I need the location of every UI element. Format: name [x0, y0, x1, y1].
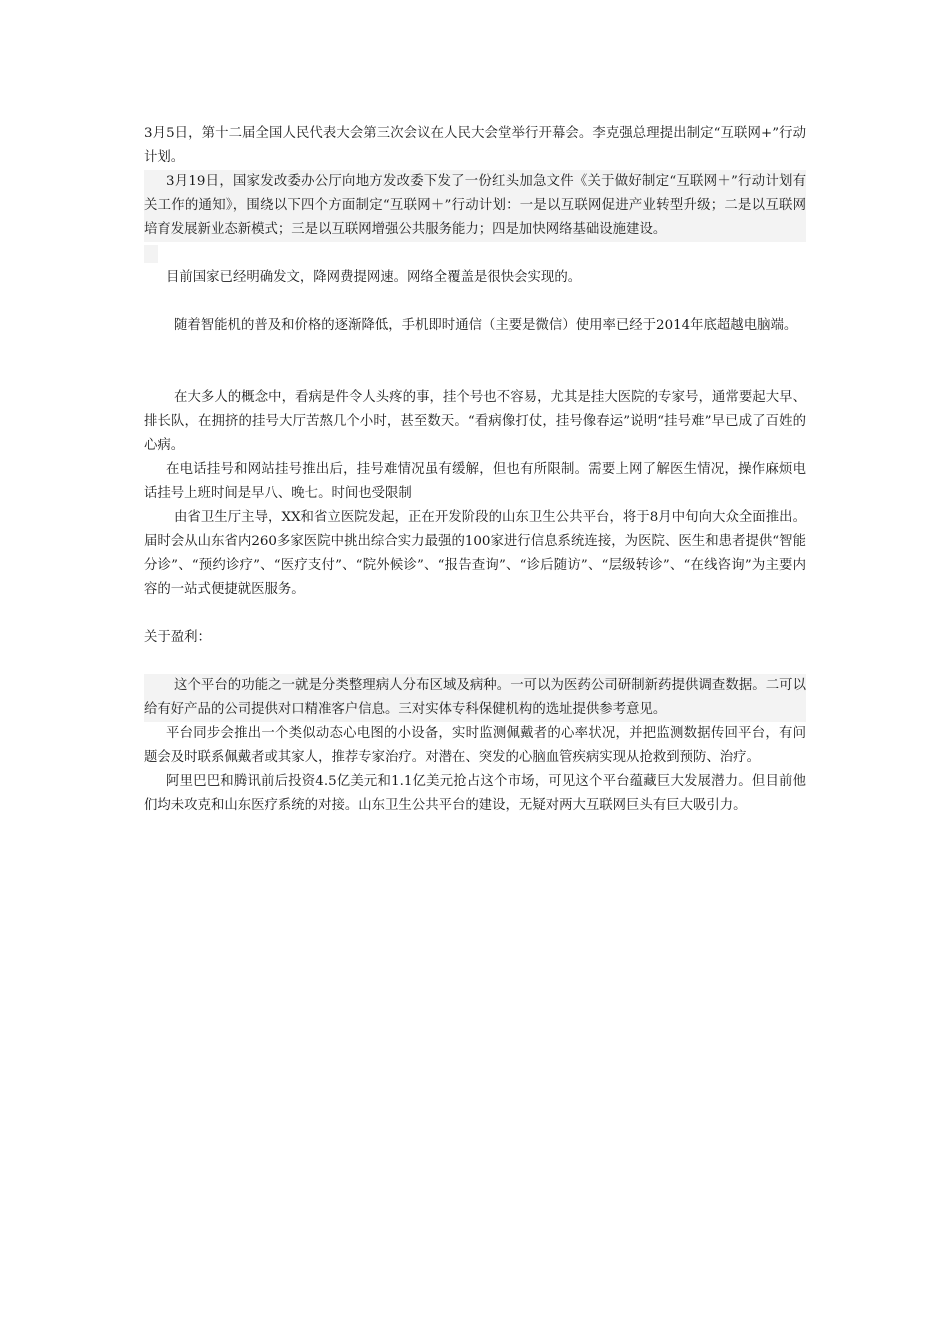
paragraph-npc-meeting: 3月5日，第十二届全国人民代表大会第三次会议在人民大会堂举行开幕会。李克强总理提出制定“互联网+”行动计划。: [144, 126, 806, 165]
paragraph-gap: [144, 362, 806, 386]
paragraph-platform-functions: 这个平台的功能之一就是分类整理病人分布区域及病种。一可以为医药公司研制新药提供调查数据。二可以给有好产品的公司提供对口精准客户信息。三对实体专科保健机构的选址提供参考意见。: [144, 674, 806, 722]
paragraph-network-speed: 目前国家已经明确发文，降网费提网速。网络全覆盖是很快会实现的。: [166, 270, 582, 285]
paragraph-phone-registration: 在电话挂号和网站挂号推出后，挂号难情况虽有缓解，但也有所限制。需要上网了解医生情况，操作麻烦电话挂号上班时间是早八、晚七。时间也受限制: [144, 462, 806, 501]
paragraph-ecg-device: 平台同步会推出一个类似动态心电图的小设备，实时监测佩戴者的心率状况，并把监测数据传回平台，有问题会及时联系佩戴者或其家人，推荐专家治疗。对潜在、突发的心脑血管疾病实现从抢救到预防、治疗。: [144, 726, 806, 765]
paragraph-mobile-im: 随着智能机的普及和价格的逐渐降低，手机即时通信（主要是微信）使用率已经于2014年底超越电脑端。: [174, 318, 798, 333]
paragraph-alibaba-tencent: 阿里巴巴和腾讯前后投资4.5亿美元和1.1亿美元抢占这个市场，可见这个平台蕴藏巨大发展潜力。但目前他们均未攻克和山东医疗系统的对接。山东卫生公共平台的建设，无疑对两大互联网巨头有巨大吸引力。: [144, 774, 806, 813]
heading-profit: 关于盈利：: [144, 630, 211, 645]
paragraph-gap: [144, 602, 806, 626]
paragraph-gap: [144, 290, 806, 314]
paragraph-registration-difficulty: 在大多人的概念中，看病是件令人头疼的事，挂个号也不容易，尤其是挂大医院的专家号，通常要起大早、排长队，在拥挤的挂号大厅苦熬几个小时，甚至数天。“看病像打仗，挂号像春运”说明“挂号难”早已成了百姓的心病。: [144, 390, 806, 453]
paragraph-gap: [144, 650, 806, 674]
blank-shaded-line: [144, 242, 806, 266]
paragraph-ndrc-notice: 3月19日，国家发改委办公厅向地方发改委下发了一份红头加急文件《关于做好制定“互联网＋”行动计划有关工作的通知》，围绕以下四个方面制定“互联网＋”行动计划：一是以互联网促进产业转型升级；二是以互联网培育发展新业态新模式；三是以互联网增强公共服务能力；四是加快网络基础设施建设。: [144, 170, 806, 242]
paragraph-gap: [144, 338, 806, 362]
paragraph-shandong-platform: 由省卫生厅主导，XX和省立医院发起，正在开发阶段的山东卫生公共平台，将于8月中旬向大众全面推出。届时会从山东省内260多家医院中挑出综合实力最强的100家进行信息系统连接，为医院、医生和患者提供“智能分诊”、“预约诊疗”、“医疗支付”、“院外候诊”、“报告查询”、“诊后随访”、“层级转诊”、“在线咨询”为主要内容的一站式便捷就医服务。: [144, 510, 806, 597]
document-body: [144, 122, 806, 818]
